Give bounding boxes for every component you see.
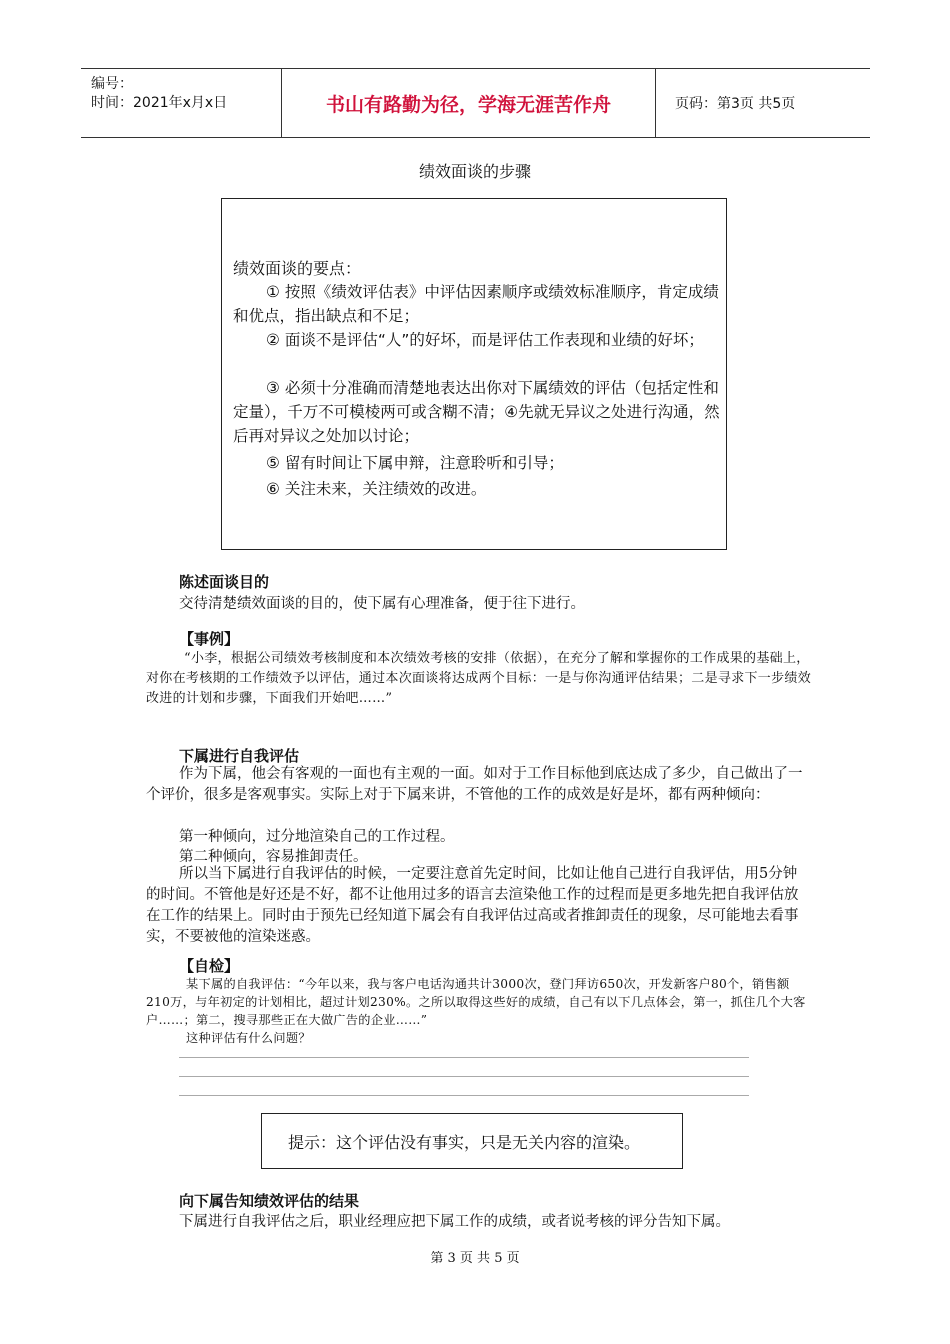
self-eval-para-2: 第一种倾向，过分地渲染自己的工作过程。 xyxy=(179,829,455,845)
example-text: “小李，根据公司绩效考核制度和本次绩效考核的安排（依据），在充分了解和掌握你的工作成果的基础上，对你在考核期的工作绩效予以评估，通过本次面谈将达成两个目标：一是与你沟通评估结果；二是寻求下一步绩效改进的计划和步骤，下面我们开始吧……” xyxy=(146,651,812,706)
inform-heading: 向下属告知绩效评估的结果 xyxy=(179,1192,360,1210)
page-code-text: 页码：第3页 共5页 xyxy=(675,96,796,112)
self-check-text: 某下属的自我评估：“今年以来，我与客户电话沟通共计3000次，登门拜访650次，开发新客户80个，销售额210万，与年初定的计划相比，超过计划230%。之所以取得这些好的成绩，自己有以下几点体会，第一，抓住几个大客户……；第二，搜寻那些正在大做广告的企业……” xyxy=(146,977,806,1027)
answer-line xyxy=(179,1076,749,1077)
self-eval-para-4: 所以当下属进行自我评估的时候，一定要注意首先定时间，比如让他自己进行自我评估，用5分钟的时间。不管他是好还是不好，都不让他用过多的语言去渲染他工作的过程而是更多地先把自我评估放在工作的结果上。同时由于预先已经知道下属会有自我评估过高或者推卸责任的现象，尽可能地去看事实，不要被他的渲染迷惑。 xyxy=(146,866,799,945)
page-title: 绩效面谈的步骤 xyxy=(418,162,531,181)
answer-line xyxy=(179,1057,749,1058)
hint-text: 提示：这个评估没有事实，只是无关内容的渲染。 xyxy=(288,1132,641,1152)
key-points-box xyxy=(221,198,727,550)
answer-line xyxy=(179,1095,749,1096)
self-eval-heading: 下属进行自我评估 xyxy=(179,747,300,765)
header-meta-cell xyxy=(81,69,282,137)
key-point-6: ⑥ 关注未来，关注绩效的改进。 xyxy=(266,480,487,498)
self-eval-para-3: 第二种倾向，容易推卸责任。 xyxy=(179,849,368,865)
self-check-question: 这种评估有什么问题？ xyxy=(186,1031,311,1045)
self-check-heading: 【自检】 xyxy=(179,957,240,975)
key-points-title: 绩效面谈的要点： xyxy=(233,259,362,278)
purpose-text: 交待清楚绩效面谈的目的，使下属有心理准备，便于往下进行。 xyxy=(179,596,585,612)
key-point-1: ① 按照《绩效评估表》中评估因素顺序或绩效标准顺序，肯定成绩和优点，指出缺点和不足； xyxy=(233,283,719,325)
page-code xyxy=(665,69,870,137)
key-point-2: ② 面谈不是评估“人”的好坏，而是评估工作表现和业绩的好坏； xyxy=(266,331,704,349)
hint-box xyxy=(261,1113,683,1169)
inform-text: 下属进行自我评估之后，职业经理应把下属工作的成绩，或者说考核的评分告知下属。 xyxy=(179,1214,730,1230)
motto: 书山有路勤为径，学海无涯苦作舟 xyxy=(282,69,656,137)
number-label: 编号： xyxy=(91,76,133,92)
time-label: 时间：2021年x月x日 xyxy=(91,95,228,111)
key-point-3: ③ 必须十分准确而清楚地表达出你对下属绩效的评估（包括定性和定量），千万不可模棱两可或含糊不清；④先就无异议之处进行沟通，然后再对异议之处加以讨论； xyxy=(233,379,720,445)
header-table xyxy=(81,68,870,138)
example-heading: 【事例】 xyxy=(179,630,240,648)
page-footer: 第 3 页 共 5 页 xyxy=(430,1251,520,1266)
self-eval-para-1: 作为下属，他会有客观的一面也有主观的一面。如对于工作目标他到底达成了多少，自己做出了一个评价，很多是客观事实。实际上对于下属来讲，不管他的工作的成效是好是坏，都有两种倾向： xyxy=(146,766,803,803)
purpose-heading: 陈述面谈目的 xyxy=(179,573,270,591)
key-point-5: ⑤ 留有时间让下属申辩，注意聆听和引导； xyxy=(266,454,564,472)
